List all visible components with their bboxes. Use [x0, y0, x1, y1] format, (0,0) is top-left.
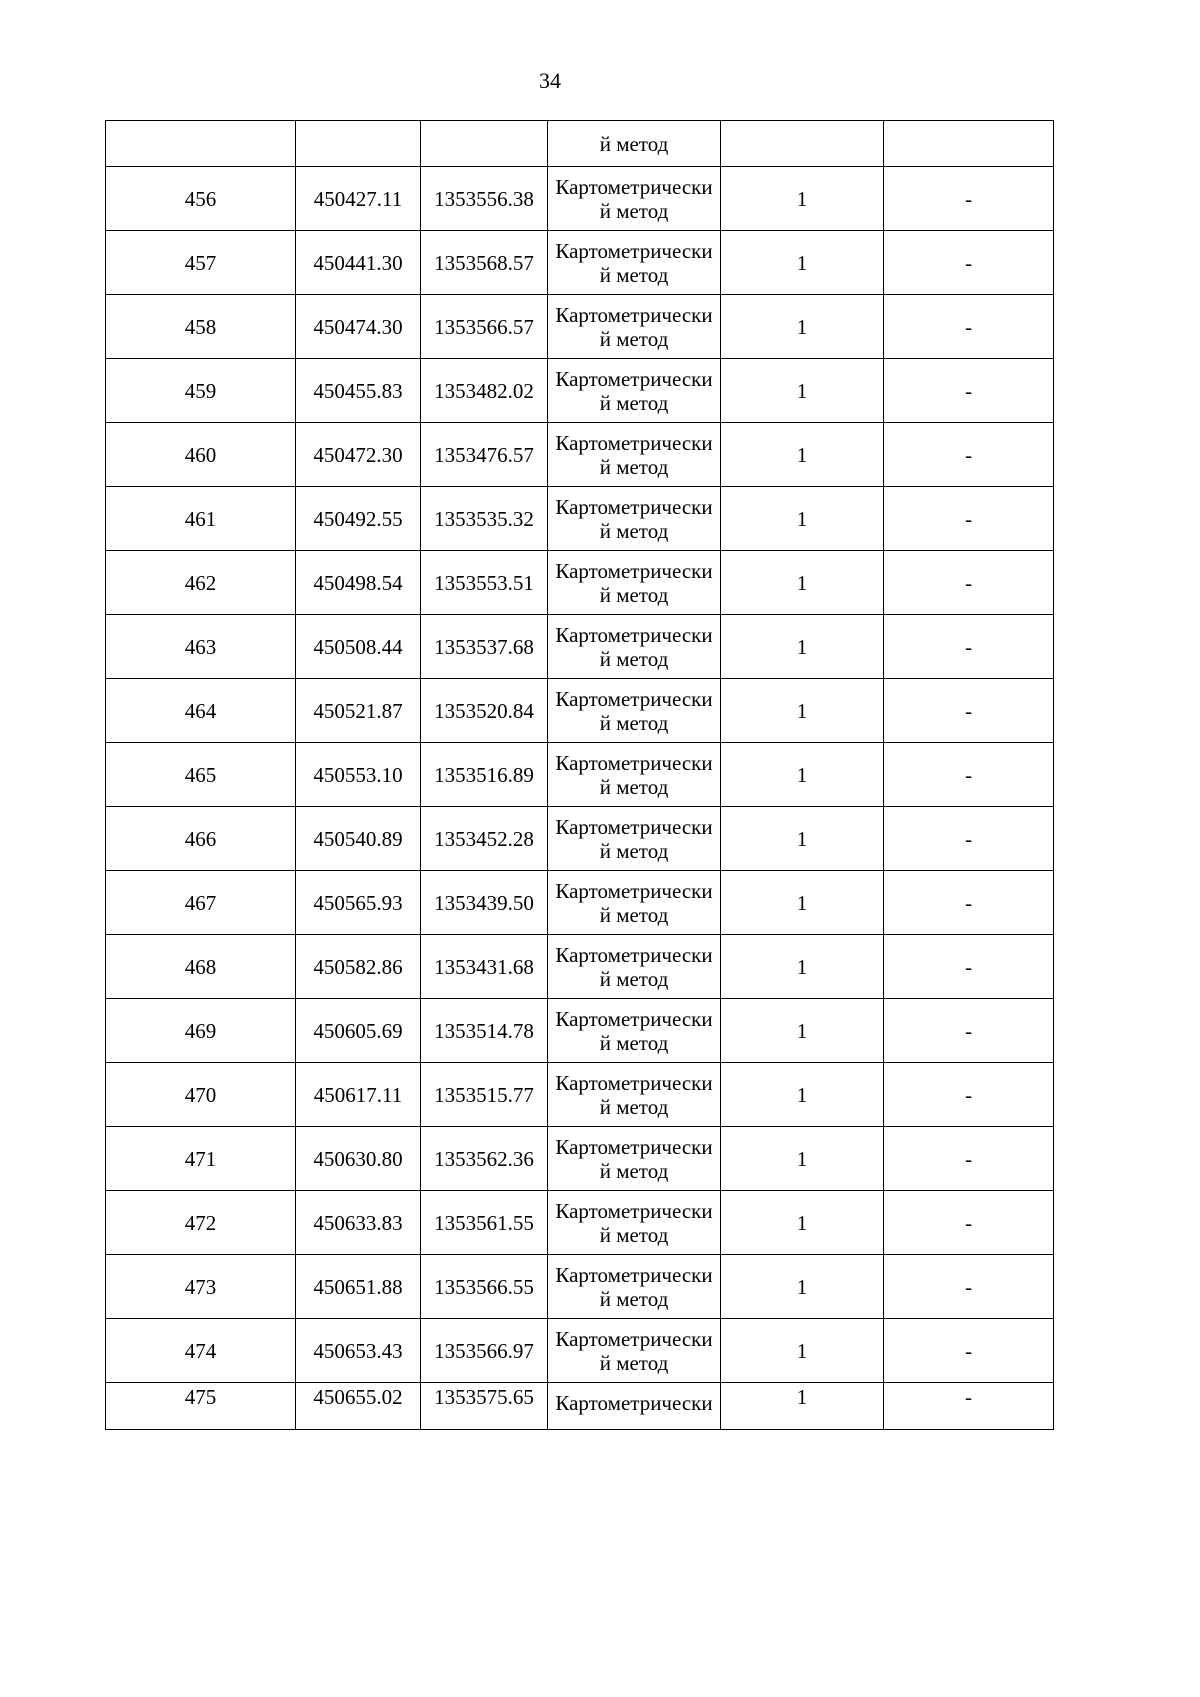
table-row — [106, 551, 1054, 615]
note-cell: - — [884, 743, 1054, 807]
method-line-2: й метод — [599, 1158, 669, 1183]
x-coordinate-cell: 450472.30 — [296, 423, 421, 487]
point-number-cell: 473 — [106, 1255, 296, 1319]
y-coordinate-cell: 1353516.89 — [421, 743, 548, 807]
method-cell — [548, 551, 721, 615]
method-cell — [548, 615, 721, 679]
x-coordinate-cell: 450582.86 — [296, 935, 421, 999]
table-row — [106, 359, 1054, 423]
table-cell — [721, 121, 884, 167]
point-number-cell: 474 — [106, 1319, 296, 1383]
method-line-2: й метод — [599, 774, 669, 799]
method-cell — [548, 295, 721, 359]
point-number-cell: 460 — [106, 423, 296, 487]
method-line-2: й метод — [599, 1222, 669, 1247]
y-coordinate-cell: 1353520.84 — [421, 679, 548, 743]
x-coordinate-cell: 450508.44 — [296, 615, 421, 679]
accuracy-cell: 1 — [721, 807, 884, 871]
note-cell: - — [884, 1191, 1054, 1255]
method-cell — [548, 1255, 721, 1319]
x-coordinate-cell: 450492.55 — [296, 487, 421, 551]
accuracy-cell: 1 — [721, 231, 884, 295]
method-line-2: й метод — [599, 454, 669, 479]
table-row — [106, 487, 1054, 551]
point-number-cell: 466 — [106, 807, 296, 871]
method-cell — [548, 231, 721, 295]
note-cell: - — [884, 231, 1054, 295]
method-line-2: й метод — [599, 198, 669, 223]
table-row — [106, 423, 1054, 487]
point-number-cell: 458 — [106, 295, 296, 359]
accuracy-cell: 1 — [721, 487, 884, 551]
page-number: 34 — [539, 68, 561, 93]
note-cell: - — [884, 359, 1054, 423]
table-row — [106, 871, 1054, 935]
method-line-1: Картометрически — [555, 1262, 713, 1287]
y-coordinate-cell: 1353514.78 — [421, 999, 548, 1063]
y-coordinate-cell: 1353515.77 — [421, 1063, 548, 1127]
point-number-cell: 472 — [106, 1191, 296, 1255]
y-coordinate-cell: 1353535.32 — [421, 487, 548, 551]
method-cell — [548, 487, 721, 551]
x-coordinate-cell: 450521.87 — [296, 679, 421, 743]
table-row — [106, 1319, 1054, 1383]
y-coordinate-cell: 1353568.57 — [421, 231, 548, 295]
accuracy-cell: 1 — [721, 1063, 884, 1127]
x-coordinate-cell: 450633.83 — [296, 1191, 421, 1255]
method-line-1: Картометрически — [555, 238, 713, 263]
x-coordinate-cell: 450651.88 — [296, 1255, 421, 1319]
method-line-2: й метод — [599, 1286, 669, 1311]
continuation-row — [106, 121, 1054, 167]
method-line-1: Картометрически — [555, 1391, 713, 1415]
note-cell: - — [884, 487, 1054, 551]
table-row — [106, 807, 1054, 871]
x-coordinate-cell: 450605.69 — [296, 999, 421, 1063]
method-cell — [548, 423, 721, 487]
method-line-1: Картометрически — [555, 750, 713, 775]
method-line-1: Картометрически — [555, 1198, 713, 1223]
table-row — [106, 295, 1054, 359]
accuracy-cell: 1 — [721, 935, 884, 999]
y-coordinate-cell: 1353561.55 — [421, 1191, 548, 1255]
table-row — [106, 1191, 1054, 1255]
method-line-2: й метод — [599, 902, 669, 927]
accuracy-cell: 1 — [721, 1383, 884, 1430]
accuracy-cell: 1 — [721, 1191, 884, 1255]
y-coordinate-cell: 1353452.28 — [421, 807, 548, 871]
note-cell: - — [884, 1063, 1054, 1127]
point-number-cell: 468 — [106, 935, 296, 999]
note-cell: - — [884, 551, 1054, 615]
y-coordinate-cell: 1353431.68 — [421, 935, 548, 999]
point-number-cell: 457 — [106, 231, 296, 295]
note-cell: - — [884, 295, 1054, 359]
table-row — [106, 743, 1054, 807]
point-number-cell: 464 — [106, 679, 296, 743]
accuracy-cell: 1 — [721, 679, 884, 743]
method-line-1: Картометрически — [555, 622, 713, 647]
note-cell: - — [884, 1383, 1054, 1430]
x-coordinate-cell: 450553.10 — [296, 743, 421, 807]
point-number-cell: 470 — [106, 1063, 296, 1127]
method-cell — [548, 871, 721, 935]
x-coordinate-cell: 450655.02 — [296, 1383, 421, 1430]
method-cell — [548, 935, 721, 999]
note-cell: - — [884, 167, 1054, 231]
method-cell — [548, 743, 721, 807]
point-number-cell: 467 — [106, 871, 296, 935]
point-number-cell: 456 — [106, 167, 296, 231]
y-coordinate-cell: 1353482.02 — [421, 359, 548, 423]
x-coordinate-cell: 450653.43 — [296, 1319, 421, 1383]
note-cell: - — [884, 807, 1054, 871]
method-line-2: й метод — [599, 646, 669, 671]
note-cell: - — [884, 1255, 1054, 1319]
table-cell — [421, 121, 548, 167]
method-line-1: Картометрически — [555, 366, 713, 391]
table-row — [106, 1063, 1054, 1127]
accuracy-cell: 1 — [721, 295, 884, 359]
note-cell: - — [884, 423, 1054, 487]
method-line-1: Картометрически — [555, 686, 713, 711]
y-coordinate-cell: 1353553.51 — [421, 551, 548, 615]
method-line-1: Картометрически — [555, 302, 713, 327]
method-line-2: й метод — [599, 518, 669, 543]
method-line-1: Картометрически — [555, 1326, 713, 1351]
table-row — [106, 935, 1054, 999]
point-number-cell: 461 — [106, 487, 296, 551]
table-row — [106, 1255, 1054, 1319]
method-cell: й метод — [548, 121, 721, 167]
accuracy-cell: 1 — [721, 423, 884, 487]
method-line-1: Картометрически — [555, 558, 713, 583]
x-coordinate-cell: 450565.93 — [296, 871, 421, 935]
table-row — [106, 615, 1054, 679]
method-cell — [548, 359, 721, 423]
method-cell — [548, 1191, 721, 1255]
note-cell: - — [884, 679, 1054, 743]
note-cell: - — [884, 615, 1054, 679]
method-cell — [548, 1383, 721, 1430]
note-cell: - — [884, 871, 1054, 935]
x-coordinate-cell: 450630.80 — [296, 1127, 421, 1191]
y-coordinate-cell: 1353562.36 — [421, 1127, 548, 1191]
x-coordinate-cell: 450540.89 — [296, 807, 421, 871]
y-coordinate-cell: 1353537.68 — [421, 615, 548, 679]
method-line-1: Картометрически — [555, 942, 713, 967]
method-line-2: й метод — [599, 710, 669, 735]
note-cell: - — [884, 1127, 1054, 1191]
method-cell — [548, 679, 721, 743]
method-line-2: й метод — [599, 838, 669, 863]
point-number-cell: 475 — [106, 1383, 296, 1430]
method-line-1: Картометрически — [555, 174, 713, 199]
method-cell — [548, 167, 721, 231]
method-line-2: й метод — [599, 262, 669, 287]
accuracy-cell: 1 — [721, 1319, 884, 1383]
method-line-1: Картометрически — [555, 878, 713, 903]
method-line-2: й метод — [599, 390, 669, 415]
method-cell — [548, 1127, 721, 1191]
y-coordinate-cell: 1353476.57 — [421, 423, 548, 487]
y-coordinate-cell: 1353439.50 — [421, 871, 548, 935]
note-cell: - — [884, 1319, 1054, 1383]
table-row — [106, 1127, 1054, 1191]
method-cell — [548, 807, 721, 871]
method-line-1: Картометрически — [555, 430, 713, 455]
method-line-2: й метод — [599, 582, 669, 607]
point-number-cell: 463 — [106, 615, 296, 679]
table-cell — [884, 121, 1054, 167]
table-row — [106, 167, 1054, 231]
note-cell: - — [884, 999, 1054, 1063]
y-coordinate-cell: 1353556.38 — [421, 167, 548, 231]
coordinates-table — [105, 120, 1054, 1430]
method-line-2: й метод — [599, 966, 669, 991]
point-number-cell: 462 — [106, 551, 296, 615]
y-coordinate-cell: 1353566.55 — [421, 1255, 548, 1319]
accuracy-cell: 1 — [721, 551, 884, 615]
table-row — [106, 1383, 1054, 1430]
accuracy-cell: 1 — [721, 743, 884, 807]
accuracy-cell: 1 — [721, 1127, 884, 1191]
method-line-2: й метод — [599, 1350, 669, 1375]
x-coordinate-cell: 450455.83 — [296, 359, 421, 423]
method-cell — [548, 1319, 721, 1383]
point-number-cell: 469 — [106, 999, 296, 1063]
method-cell — [548, 1063, 721, 1127]
y-coordinate-cell: 1353566.57 — [421, 295, 548, 359]
method-line-1: Картометрически — [555, 1006, 713, 1031]
method-cell — [548, 999, 721, 1063]
accuracy-cell: 1 — [721, 1255, 884, 1319]
table-row — [106, 679, 1054, 743]
accuracy-cell: 1 — [721, 871, 884, 935]
accuracy-cell: 1 — [721, 359, 884, 423]
method-line-2: й метод — [599, 326, 669, 351]
y-coordinate-cell: 1353575.65 — [421, 1383, 548, 1430]
table-cell — [296, 121, 421, 167]
point-number-cell: 459 — [106, 359, 296, 423]
y-coordinate-cell: 1353566.97 — [421, 1319, 548, 1383]
x-coordinate-cell: 450474.30 — [296, 295, 421, 359]
method-line-2: й метод — [599, 1030, 669, 1055]
accuracy-cell: 1 — [721, 167, 884, 231]
method-line-1: Картометрически — [555, 814, 713, 839]
point-number-cell: 465 — [106, 743, 296, 807]
table-cell — [106, 121, 296, 167]
accuracy-cell: 1 — [721, 615, 884, 679]
method-line-1: Картометрически — [555, 494, 713, 519]
point-number-cell: 471 — [106, 1127, 296, 1191]
note-cell: - — [884, 935, 1054, 999]
method-line-1: Картометрически — [555, 1070, 713, 1095]
method-line-2: й метод — [599, 1094, 669, 1119]
x-coordinate-cell: 450427.11 — [296, 167, 421, 231]
table-row — [106, 999, 1054, 1063]
x-coordinate-cell: 450617.11 — [296, 1063, 421, 1127]
accuracy-cell: 1 — [721, 999, 884, 1063]
x-coordinate-cell: 450441.30 — [296, 231, 421, 295]
x-coordinate-cell: 450498.54 — [296, 551, 421, 615]
table-row — [106, 231, 1054, 295]
method-line-1: Картометрически — [555, 1134, 713, 1159]
